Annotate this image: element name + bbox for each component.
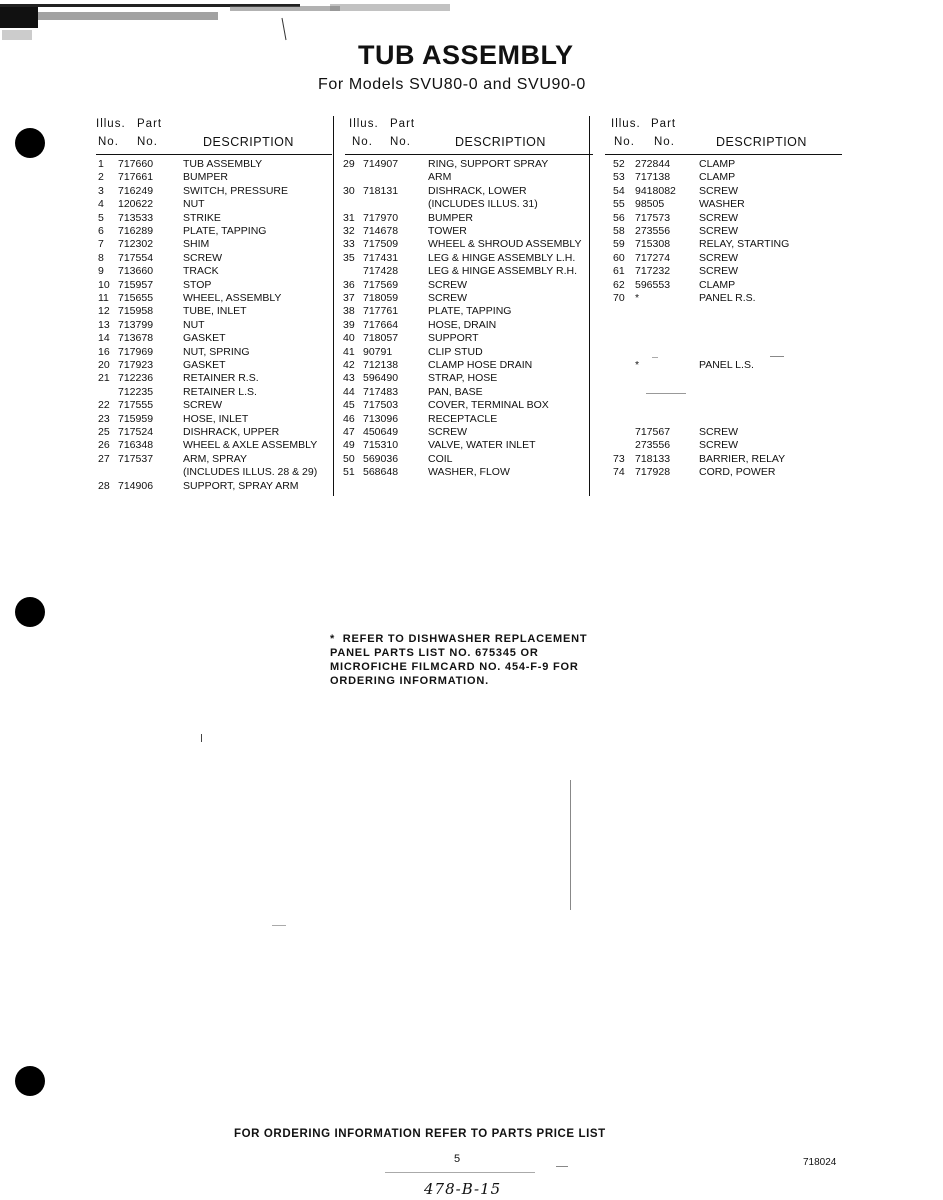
part-description: TRACK (183, 265, 219, 278)
illus-number: 23 (98, 412, 110, 425)
scan-mark (646, 393, 686, 394)
header-part-no: No. (390, 136, 411, 148)
part-description: SUPPORT (428, 332, 479, 345)
illus-number: 5 (98, 211, 104, 224)
part-number: * (635, 359, 640, 371)
header-part: Part (390, 118, 416, 130)
illus-number: 38 (343, 305, 355, 318)
part-description: HOSE, INLET (183, 412, 249, 425)
header-part: Part (651, 118, 677, 130)
part-number: 717537 (118, 452, 154, 465)
part-number: 717509 (363, 238, 399, 251)
part-number: 717503 (363, 399, 399, 412)
illus-number: 27 (98, 452, 110, 465)
part-description: RETAINER L.S. (183, 385, 257, 398)
part-description: COIL (428, 452, 453, 465)
part-description: CLAMP (699, 158, 736, 170)
header-rule (345, 154, 593, 155)
part-number: 272844 (635, 158, 671, 170)
illus-number: 49 (343, 439, 355, 452)
illus-number: 21 (98, 372, 110, 385)
illus-number: 51 (343, 466, 355, 479)
part-number: 712138 (363, 359, 399, 371)
part-description: SCREW (699, 184, 739, 197)
part-number: 717970 (363, 211, 399, 224)
illus-number: 10 (98, 278, 110, 291)
header-illus-no: No. (352, 136, 373, 148)
part-number: 715958 (118, 305, 154, 318)
form-number: 718024 (803, 1157, 837, 1168)
part-description: TUBE, INLET (183, 305, 247, 318)
part-description: WHEEL, ASSEMBLY (183, 292, 282, 304)
illus-number: 50 (343, 452, 355, 465)
handwritten-code: 478-B-15 (424, 1180, 502, 1198)
punch-hole-bottom (15, 1066, 45, 1096)
header-illus-no: No. (98, 136, 119, 148)
part-description: ARM (428, 171, 452, 184)
illus-number: 56 (613, 211, 625, 224)
punch-hole-top (15, 128, 45, 158)
part-description: CLAMP HOSE DRAIN (428, 359, 533, 371)
part-number: 718131 (363, 184, 399, 197)
part-number: 715308 (635, 238, 671, 251)
illus-number: 59 (613, 238, 625, 251)
illus-number: 8 (98, 251, 104, 264)
part-number: 716289 (118, 225, 154, 237)
column-divider-2 (589, 116, 590, 496)
header-illus: Illus. (349, 118, 379, 130)
part-description: CLAMP (699, 278, 736, 291)
part-number: 716348 (118, 439, 154, 452)
part-description: RING, SUPPORT SPRAY (428, 158, 549, 170)
illus-number: 12 (98, 305, 110, 318)
part-number: 715957 (118, 278, 154, 291)
page-number: 5 (454, 1153, 461, 1165)
part-number: 713799 (118, 318, 154, 331)
part-number: 717573 (635, 211, 671, 224)
part-number: 120622 (118, 198, 154, 211)
illus-number: 45 (343, 399, 355, 412)
illus-number: 60 (613, 251, 625, 264)
scan-mark (272, 925, 286, 926)
part-description: SCREW (183, 399, 223, 412)
illus-number: 37 (343, 292, 355, 304)
part-number: 717138 (635, 171, 671, 184)
illus-number: 41 (343, 345, 355, 358)
illus-number: 42 (343, 359, 355, 371)
illus-number: 44 (343, 385, 355, 398)
part-description: DISHRACK, LOWER (428, 184, 527, 197)
part-description: SCREW (699, 211, 739, 224)
part-description: SCREW (699, 265, 739, 278)
part-description: DISHRACK, UPPER (183, 426, 280, 438)
part-number: 716249 (118, 184, 154, 197)
part-description: BUMPER (428, 211, 473, 224)
part-number: 715959 (118, 412, 154, 425)
illus-number: 29 (343, 158, 355, 170)
part-description: SUPPORT, SPRAY ARM (183, 479, 299, 492)
part-number: 596553 (635, 278, 671, 291)
header-illus-no: No. (614, 136, 635, 148)
part-number: 717923 (118, 359, 154, 371)
part-description: WHEEL & AXLE ASSEMBLY (183, 439, 318, 452)
illus-number: 46 (343, 412, 355, 425)
part-number: 450649 (363, 426, 399, 438)
part-number: 273556 (635, 225, 671, 237)
part-number: 712302 (118, 238, 154, 251)
illus-number: 54 (613, 184, 625, 197)
part-description: (INCLUDES ILLUS. 31) (428, 198, 538, 211)
part-number: 714678 (363, 225, 399, 237)
panel-reference-note: * REFER TO DISHWASHER REPLACEMENT PANEL PARTS LIST NO. 675345 OR MICROFICHE FILMCARD NO. 454-F-9 FOR ORDERING INFORMATION. (330, 633, 588, 687)
scan-mark (652, 357, 658, 358)
part-description: RELAY, STARTING (699, 238, 790, 251)
scan-mark (570, 780, 571, 910)
illus-number: 36 (343, 278, 355, 291)
illus-number: 28 (98, 479, 110, 492)
part-number: 714906 (118, 479, 154, 492)
part-number: 717232 (635, 265, 671, 278)
part-number: 717569 (363, 278, 399, 291)
part-number: 717431 (363, 251, 399, 264)
part-description: SWITCH, PRESSURE (183, 184, 289, 197)
header-part-no: No. (654, 136, 675, 148)
part-description: SCREW (699, 225, 739, 237)
part-number: 273556 (635, 439, 671, 452)
scan-artifact (0, 0, 520, 42)
part-description: SCREW (428, 278, 468, 291)
illus-number: 32 (343, 225, 355, 237)
header-part: Part (137, 118, 163, 130)
illus-number: 2 (98, 171, 104, 184)
illus-number: 31 (343, 211, 355, 224)
part-number: 714907 (363, 158, 399, 170)
part-description: GASKET (183, 359, 226, 371)
illus-number: 13 (98, 318, 110, 331)
illus-number: 3 (98, 184, 104, 197)
part-description: PLATE, TAPPING (183, 225, 267, 237)
illus-number: 16 (98, 345, 110, 358)
illus-number: 61 (613, 265, 625, 278)
part-number: 713660 (118, 265, 154, 278)
page-title: TUB ASSEMBLY (358, 40, 574, 70)
part-description: LEG & HINGE ASSEMBLY R.H. (428, 265, 577, 278)
part-description: WHEEL & SHROUD ASSEMBLY (428, 238, 582, 251)
part-description: WASHER (699, 198, 745, 211)
part-description: STRAP, HOSE (428, 372, 498, 385)
part-description: ARM, SPRAY (183, 452, 247, 465)
part-description: SCREW (699, 439, 739, 452)
part-description: HOSE, DRAIN (428, 318, 497, 331)
punch-hole-middle (15, 597, 45, 627)
illus-number: 6 (98, 225, 104, 237)
scan-mark (556, 1166, 568, 1167)
part-description: STOP (183, 278, 212, 291)
part-number: 712235 (118, 385, 154, 398)
part-description: LEG & HINGE ASSEMBLY L.H. (428, 251, 576, 264)
part-number: 715655 (118, 292, 154, 304)
part-description: TOWER (428, 225, 467, 237)
header-rule (96, 154, 332, 155)
illus-number: 1 (98, 158, 104, 170)
part-description: PANEL R.S. (699, 292, 756, 304)
part-description: COVER, TERMINAL BOX (428, 399, 549, 412)
part-description: SCREW (183, 251, 223, 264)
part-number: 717660 (118, 158, 154, 170)
illus-number: 39 (343, 318, 355, 331)
part-description: NUT, SPRING (183, 345, 250, 358)
illus-number: 58 (613, 225, 625, 237)
part-number: 715310 (363, 439, 399, 452)
part-number: 718059 (363, 292, 399, 304)
header-illus: Illus. (96, 118, 126, 130)
illus-number: 35 (343, 251, 355, 264)
part-number: 596490 (363, 372, 399, 385)
scan-mark (201, 734, 202, 742)
illus-number: 74 (613, 466, 625, 479)
illus-number: 53 (613, 171, 625, 184)
part-description: NUT (183, 198, 205, 211)
part-number: 568648 (363, 466, 399, 479)
illus-number: 55 (613, 198, 625, 211)
part-number: 717428 (363, 265, 399, 278)
header-illus: Illus. (611, 118, 641, 130)
part-number: 717483 (363, 385, 399, 398)
part-description: SHIM (183, 238, 210, 251)
illus-number: 43 (343, 372, 355, 385)
illus-number: 47 (343, 426, 355, 438)
part-number: 717554 (118, 251, 154, 264)
part-number: 713533 (118, 211, 154, 224)
illus-number: 30 (343, 184, 355, 197)
page-subtitle: For Models SVU80-0 and SVU90-0 (318, 76, 586, 93)
illus-number: 73 (613, 452, 625, 465)
part-number: 713096 (363, 412, 399, 425)
part-number: 717555 (118, 399, 154, 412)
illus-number: 11 (98, 292, 109, 304)
part-number: 569036 (363, 452, 399, 465)
part-number: 98505 (635, 198, 665, 211)
part-description: SCREW (428, 292, 468, 304)
illus-number: 70 (613, 292, 625, 304)
scan-mark (770, 356, 784, 357)
part-number: 717661 (118, 171, 154, 184)
illus-number: 62 (613, 278, 625, 291)
illus-number: 20 (98, 359, 110, 371)
part-number: * (635, 292, 640, 304)
part-description: SCREW (699, 426, 739, 438)
scan-mark (385, 1172, 535, 1173)
header-description: DESCRIPTION (455, 135, 546, 149)
part-description: BARRIER, RELAY (699, 452, 786, 465)
part-description: SCREW (699, 251, 739, 264)
ordering-footer: FOR ORDERING INFORMATION REFER TO PARTS PRICE LIST (234, 1128, 606, 1140)
illus-number: 9 (98, 265, 104, 278)
part-description: PLATE, TAPPING (428, 305, 512, 318)
illus-number: 7 (98, 238, 104, 251)
part-description: STRIKE (183, 211, 221, 224)
illus-number: 26 (98, 439, 110, 452)
illus-number: 4 (98, 198, 104, 211)
part-description: PAN, BASE (428, 385, 483, 398)
illus-number: 40 (343, 332, 355, 345)
part-description: (INCLUDES ILLUS. 28 & 29) (183, 466, 318, 479)
illus-number: 33 (343, 238, 355, 251)
illus-number: 52 (613, 158, 625, 170)
part-description: CLIP STUD (428, 345, 483, 358)
part-description: VALVE, WATER INLET (428, 439, 536, 452)
part-number: 717524 (118, 426, 154, 438)
part-description: GASKET (183, 332, 226, 345)
header-part-no: No. (137, 136, 158, 148)
part-number: 90791 (363, 345, 393, 358)
part-number: 717274 (635, 251, 671, 264)
part-number: 9418082 (635, 184, 676, 197)
header-rule (605, 154, 842, 155)
part-description: WASHER, FLOW (428, 466, 510, 479)
header-description: DESCRIPTION (716, 135, 807, 149)
illus-number: 25 (98, 426, 110, 438)
part-number: 718057 (363, 332, 399, 345)
part-description: PANEL L.S. (699, 359, 754, 371)
part-number: 717761 (363, 305, 399, 318)
part-number: 717664 (363, 318, 399, 331)
part-number: 712236 (118, 372, 154, 385)
part-number: 717969 (118, 345, 154, 358)
part-description: SCREW (428, 426, 468, 438)
part-description: RECEPTACLE (428, 412, 498, 425)
part-description: TUB ASSEMBLY (183, 158, 263, 170)
part-description: CLAMP (699, 171, 736, 184)
part-number: 717567 (635, 426, 671, 438)
part-number: 713678 (118, 332, 154, 345)
part-description: RETAINER R.S. (183, 372, 259, 385)
part-description: NUT (183, 318, 205, 331)
part-description: BUMPER (183, 171, 228, 184)
header-description: DESCRIPTION (203, 135, 294, 149)
column-divider-1 (333, 116, 334, 496)
illus-number: 22 (98, 399, 110, 412)
part-number: 717928 (635, 466, 671, 479)
part-description: CORD, POWER (699, 466, 776, 479)
part-number: 718133 (635, 452, 671, 465)
illus-number: 14 (98, 332, 110, 345)
